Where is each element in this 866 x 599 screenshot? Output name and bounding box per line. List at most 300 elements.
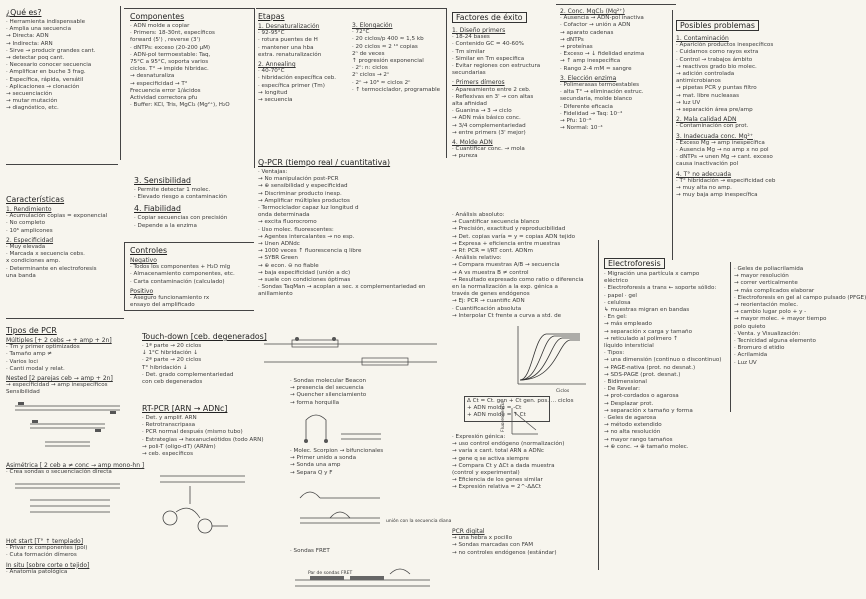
beacon-lines: [290, 385, 440, 407]
note-line: · Necesario conocer secuencia: [6, 62, 92, 69]
especificidad-subtitle: 2. Especificidad: [6, 236, 54, 244]
note-line: · ADN-pol termoestable: Taq,: [130, 51, 211, 58]
note-line: · 92-95°C: [258, 30, 285, 37]
note-line: (control y experimental): [452, 470, 520, 477]
note-line: → Sondas marcadas con FAM: [452, 542, 534, 549]
note-line: → Primer unido a sonda: [290, 455, 357, 462]
note-line: · 2ª parte → 20 ciclos: [142, 357, 202, 364]
agarosa-title: · Geles de agarosa: [604, 415, 657, 422]
note-line: → pipetas PCR y puntas filtro: [676, 85, 757, 92]
note-line: · 2ⁿ: n: ciclos: [352, 65, 388, 72]
note-line: → Precisión, exactitud y reproducibilidad: [452, 226, 566, 233]
note-line: T° hibridación ↓: [142, 364, 188, 371]
note-line: → Ej: PCR → cuantific ADN: [452, 298, 525, 305]
note-line: · Tm similar: [452, 48, 485, 55]
note-line: · Amplia una secuencia: [6, 26, 72, 33]
divider: [254, 8, 255, 168]
note-line: onda determinada: [258, 212, 310, 219]
note-line: · Tecnicidad alguna elemento: [734, 338, 816, 345]
diseno-primers-subtitle: 1. Diseño primers: [452, 27, 506, 34]
note-line: · 1ª parte → 20 ciclos: [142, 343, 202, 349]
note-line: · Sirve → producir grandes cant.: [6, 47, 96, 54]
analisis-rel-lines: [452, 262, 582, 305]
divider: [124, 8, 254, 9]
scorpion-title: · Molec. Scorpion → bifuncionales: [290, 448, 384, 454]
note-line: · Control → trabajos ámbito: [676, 56, 753, 63]
note-line: · Similar en Tm especifica: [452, 55, 525, 62]
qpcr-intro: · Ventajas:: [258, 169, 288, 175]
sensibilidad-section: [134, 176, 254, 230]
note-line: · Cofactor → unión a ADN: [560, 22, 631, 29]
fret-section: [290, 548, 440, 555]
note-line: · Herramienta indispensable: [6, 19, 86, 25]
note-line: → mayor rango tamaños: [604, 436, 673, 443]
note-line: → separación x carga y tamaño: [604, 328, 693, 335]
tipos-pcr-title: Tipos de PCR: [6, 326, 57, 335]
note-line: · Acrilamida: [734, 352, 768, 359]
note-line: eléctrico: [604, 278, 629, 285]
note-line: → Rf: PCR = I/RT cont. ADNm: [452, 248, 533, 255]
mala-calidad-lines: [676, 123, 844, 130]
analisis-abs-title: · Análisis absoluto:: [452, 212, 505, 218]
note-line: · Muy elevada: [6, 244, 46, 251]
note-line: → ⊕ conc. → ⊕ tamaño molec.: [604, 443, 689, 450]
note-line: en la normalización a la exp. génica a: [452, 284, 558, 291]
note-line: → Indirecta: ARN: [6, 40, 53, 47]
rtpcr-cycle-diagram: [150, 468, 260, 548]
hotstart-lines: [6, 545, 138, 559]
amplification-curves: [510, 322, 590, 398]
note-line: → adición controlada: [676, 71, 735, 78]
note-line: · Aparición productos inespecíficos: [676, 42, 774, 49]
divider: [124, 242, 125, 310]
note-line: · Cuta formación dímeros: [6, 552, 77, 559]
note-line: · 72°C: [352, 29, 370, 36]
beacon-title: · Sondas molecular Beacon: [290, 378, 367, 384]
elongacion-lines: [352, 29, 448, 94]
note-line: Sensibilidad: [6, 389, 40, 396]
note-line: ↓ 1°C hibridación ↓: [142, 350, 199, 357]
diseno-primers-lines: [452, 34, 552, 77]
note-line: · Fidelidad → Taq: 10⁻⁴: [560, 110, 623, 117]
note-line: 75°C a 95°C, soporta varios: [130, 59, 209, 66]
enzima-lines: [560, 82, 672, 132]
contaminacion-subtitle: 1. Contaminación: [676, 35, 729, 42]
note-line: · Varios loci: [6, 358, 38, 365]
nested-subtitle: Nested [2 parejas ceb → amp + 2n]: [6, 375, 113, 383]
taqman-line: · Sondas TaqMan → acoplan a sec. x complementariedad en anillamiento: [258, 284, 426, 298]
note-line: · Electroforesis en gel al campo pulsado (PFGE): [734, 294, 866, 301]
note-line: ↳ muestras migran en bandas: [604, 307, 690, 314]
fret-diagram: [290, 560, 440, 594]
axis-ciclos-label: Ciclos: [556, 389, 570, 394]
beacon-section: [290, 378, 440, 407]
note-line: · Ausencia → ADN-pol inactiva: [560, 15, 644, 22]
asimetrica-lines: [6, 469, 138, 476]
note-line: Frecuencia error 1/ácidos: [130, 87, 201, 94]
inadecuada-mg-subtitle: 3. Inadecuada conc. Mg²⁺: [676, 132, 753, 140]
componentes-lines: [130, 23, 250, 109]
note-line: → Pfu: 10⁻⁶: [560, 118, 592, 125]
componentes-title: Componentes: [130, 12, 185, 21]
note-line: · Crea sondas o secuenciación directa: [6, 469, 112, 476]
note-line: · Exceso → ↓ fidelidad enzima: [560, 51, 645, 58]
divider: [124, 242, 254, 243]
note-line: ↑ progresión exponencial: [352, 58, 424, 65]
controles-title: Controles: [130, 246, 168, 255]
note-line: · Uso molec. fluorescentes:: [258, 226, 334, 233]
note-line: → baja especificidad (unión a dc): [258, 269, 351, 276]
note-line: → presencia del secuencia: [290, 385, 364, 392]
note-line: · Ausencia Mg → no amp x no pol: [676, 147, 769, 154]
note-line: → reticulado al polímero ↑: [604, 335, 678, 342]
inadecuada-mg-lines: [676, 140, 844, 169]
note-line: 2ⁿ ciclos → 2ⁿ: [352, 72, 390, 79]
note-line: · Cuantificar conc. → mola: [452, 146, 525, 153]
positivo-subtitle: Positivo: [130, 287, 154, 295]
annealing-subtitle: 2. Annealing: [258, 61, 296, 69]
note-line: → uso control endógeno (normalización): [452, 441, 565, 448]
note-line: → poli-T (oligo-dT) (ARNm): [142, 443, 216, 450]
posibles-problemas-section: [676, 20, 844, 199]
note-line: · Bidimensional: [604, 379, 647, 386]
primers-dimeros-subtitle: · Primers dímeros: [452, 79, 505, 87]
hotstart-section: [6, 536, 138, 576]
divider: [120, 6, 121, 160]
note-line: · En gel:: [604, 314, 627, 321]
note-line: través de genes endógenos: [452, 291, 530, 298]
note-line: · No completo: [6, 220, 46, 227]
temp-lines: [676, 178, 844, 200]
desnat-subtitle: 1. Desnaturalización: [258, 23, 320, 30]
asimetrica-subtitle: Asimétrica [ 2 ceb a ≠ conc → amp mono-hn ]: [6, 462, 145, 469]
note-line: · Privar rx componentes (pol): [6, 545, 88, 552]
note-line: → Separa Q y F: [290, 469, 333, 476]
note-line: → SYBR Green: [258, 255, 298, 262]
note-line: · Buffer: KCl, Tris, MgCl₂ (Mg²⁺), H₂O: [130, 102, 230, 109]
note-line: · Luz UV: [734, 359, 757, 366]
note-line: ensayo del amplificado: [130, 302, 195, 309]
note-line: x condiciones amp.: [6, 258, 61, 265]
note-line: → pureza: [452, 153, 478, 160]
note-line: → una hebra x pocillo: [452, 535, 513, 542]
note-line: → Resultado expresado como ratio o diferencia: [452, 276, 584, 283]
note-line: · Copiar secuencias con precisión: [134, 215, 228, 222]
note-line: → aparato cadenas: [560, 29, 614, 36]
temp-subtitle: 4. T° no adecuada: [676, 170, 732, 178]
note-line: · Específica, rápida, versátil: [6, 76, 84, 83]
nested-pcr-diagram: [10, 398, 130, 458]
note-line: · 20 ciclos ≈ 2 ¹⁰ copias: [352, 43, 418, 50]
note-line: → entre primers (3' mejor): [452, 129, 526, 136]
note-line: → más complicados elaborar: [734, 287, 815, 294]
note-line: → mat. libre nucleasas: [676, 92, 739, 99]
note-line: → ⊕ sensibilidad y especificidad: [258, 183, 348, 190]
note-line: → una dimensión (continuo o discontinuo): [604, 357, 722, 364]
negativo-lines: [130, 264, 250, 286]
note-line: · Tm y primer optimizados: [6, 344, 80, 351]
note-line: → excita fluorocromo: [258, 219, 317, 226]
note-line: secundarias: [452, 70, 486, 77]
contaminacion-lines: [676, 42, 844, 114]
nested-lines: [6, 382, 134, 396]
note-line: Δ Ct = Ct. gen + Ct gen. pos. ... ciclos: [467, 398, 574, 404]
note-line: forward (5') , reverse (3'): [130, 37, 201, 44]
note-line: · Rango 2-4 mM ≈ sangre: [560, 65, 632, 72]
note-line: → mutar mutación: [6, 98, 58, 105]
note-line: · Acumulación copias = exponencial: [6, 213, 108, 220]
rendimiento-subtitle: 1. Rendimiento: [6, 206, 52, 213]
elongacion-subtitle: 3. Elongación: [352, 22, 393, 29]
scorpion-diagram: [290, 478, 450, 538]
note-line: → PAGE-nativa (prot. no desnat.): [604, 364, 696, 371]
note-line: · Aplicaciones → clonación: [6, 83, 80, 90]
note-line: · Marcada x secuencia cebs.: [6, 251, 85, 258]
asimetrica-diagram: [10, 478, 130, 518]
note-line: → longitud: [258, 89, 288, 96]
note-line: → Cuantificar secuencia blanco: [452, 219, 540, 226]
rendimiento-lines: [6, 213, 124, 235]
molde-adn-lines: [452, 146, 552, 160]
note-line: · Migración una partícula x campo: [604, 271, 700, 277]
digital-title: PCR digital: [452, 528, 485, 535]
controles-section: [130, 246, 250, 309]
divider: [556, 4, 676, 5]
note-line: → Agentes intercalantes → no esp.: [258, 233, 355, 240]
note-line: · Permite detectar 1 molec.: [134, 187, 211, 193]
note-line: → diagnóstico, etc.: [6, 105, 59, 112]
note-line: → gene q se activa siempre: [452, 455, 529, 462]
analisis-section: [452, 212, 582, 320]
note-line: → Unen ADNdc: [258, 241, 300, 248]
fret-title: · Sondas FRET: [290, 548, 330, 554]
note-line: alta afinidad: [452, 101, 487, 108]
note-line: · Retrotranscripasa: [142, 422, 196, 429]
electroforesis-section: [604, 258, 734, 451]
digital-lines: [452, 535, 592, 557]
note-line: · Guanina → 3 → ciclo: [452, 108, 512, 115]
que-es-lines: [6, 19, 118, 113]
note-line: · específica primer (Tm): [258, 82, 325, 89]
note-line: · Electroforesis a trans ← soporte sólido:: [604, 285, 717, 292]
note-line: · 40-70°C: [258, 68, 285, 75]
tipos-pcr-section: [6, 326, 134, 397]
factores-title: Factores de éxito: [452, 12, 527, 23]
divider: [730, 262, 731, 412]
note-line: → especificidad → amp inespecíficos: [6, 382, 108, 389]
note-line: → secuencia: [258, 97, 293, 104]
note-line: → detectar poq cant.: [6, 55, 65, 62]
note-line: → separación x tamaño y forma: [604, 407, 693, 414]
analisis-rel-title: · Análisis relativo:: [452, 255, 502, 262]
que-es-section: [6, 8, 118, 113]
note-line: → Det. copias varía = y = copias ADN tejido: [452, 233, 576, 240]
note-line: · alta T° → eliminación estruc.: [560, 89, 644, 96]
fiabilidad-title: 4. Fiabilidad: [134, 204, 181, 214]
divider: [256, 8, 446, 9]
note-line: → mayor molec. + mayor tiempo: [734, 316, 827, 323]
note-line: · PCR normal después (mismo tubo): [142, 429, 243, 436]
note-line: → A vs muestra B ≠ control: [452, 269, 529, 276]
qpcr-section: [258, 158, 448, 299]
note-line: · Primers: 18-30nt, específicos: [130, 30, 215, 37]
note-line: 2ⁿ de veces: [352, 50, 385, 57]
note-line: → reorientación molec.: [734, 302, 799, 309]
note-line: → varía x cant. total ARN a ADNc: [452, 448, 544, 455]
note-line: → ⊕ econ. ⊖ no fiable: [258, 262, 319, 269]
divider: [6, 318, 124, 319]
note-line: · Diferente eficacia: [560, 103, 613, 110]
note-line: → forma horquilla: [290, 399, 340, 406]
note-line: → secuenciación: [6, 91, 53, 98]
annealing-lines: [258, 68, 350, 104]
note-line: ciclos. T° → impide hibridac.: [130, 66, 209, 73]
note-line: · papel · gel: [604, 292, 637, 299]
primers-dimeros-lines: [452, 87, 552, 137]
etapas-title: Etapas: [258, 12, 285, 21]
cuantificacion-lines: [452, 313, 582, 320]
note-line: → Eficiencia de los genes similar: [452, 477, 543, 484]
note-line: → Quencher silenciamiento: [290, 392, 367, 399]
note-line: · Cuidarnos como rayos extra: [676, 49, 759, 56]
negativo-subtitle: Negativo: [130, 257, 157, 264]
note-line: → suele con condiciones óptimas: [258, 277, 351, 284]
note-line: → proteínas: [560, 44, 593, 51]
note-line: · Almacenamiento componentes, etc.: [130, 271, 235, 278]
que-es-title: ¿Qué es?: [6, 8, 42, 17]
electroforesis-lines: [604, 271, 734, 415]
note-line: · ↑ termociclador, programable: [352, 86, 441, 93]
note-line: → ADN más básico conc.: [452, 115, 521, 122]
note-line: → no alta resolución: [604, 429, 661, 436]
note-line: · hibridación específica ceb.: [258, 75, 337, 82]
note-line: · 20 ciclos/p 400 ≈ 1,5 kb: [352, 36, 424, 43]
note-line: · T° hibridación → especificidad ceb: [676, 177, 776, 184]
agarosa-lines: [604, 422, 734, 451]
scorpion-strand-label: unión con la secuencia diana: [386, 519, 452, 524]
note-line: → Expresión relativa = 2^-ΔΔCt: [452, 484, 542, 491]
note-line: · Elevado riesgo a contaminación: [134, 194, 227, 201]
note-line: → muy baja amp inespecífica: [676, 192, 758, 199]
note-line: · Contaminación con prot.: [676, 123, 749, 130]
note-line: → Directa: ADN: [6, 33, 49, 40]
note-line: · ADN molde a copiar: [130, 23, 190, 29]
note-line: + ADN molde = ↑ Ct: [467, 412, 526, 419]
electroforesis-title: Electroforesis: [604, 258, 665, 269]
note-line: causa inactivación pol: [676, 161, 739, 168]
componentes-section: [130, 12, 250, 109]
touchdown-section: [142, 332, 267, 386]
qpcr-title: Q-PCR (tiempo real / cuantitativa): [258, 158, 391, 167]
note-line: · rotura puentes de H: [258, 37, 318, 44]
asimetrica-section: [6, 460, 145, 476]
hotstart-subtitle: Hot start [T° ↑ templado]: [6, 538, 84, 545]
fret-pair-label: Par de sondas FRET: [308, 571, 353, 576]
note-line: antimicrobianos: [676, 78, 721, 85]
note-line: → muy alta no amp.: [676, 185, 732, 192]
molde-adn-subtitle: 4. Molde ADN: [452, 139, 493, 147]
note-line: extra. renaturalización: [258, 51, 322, 58]
note-line: → No manipulación post-PCR: [258, 176, 339, 183]
note-line: · Tamaño amp ≠: [6, 351, 52, 358]
note-line: · Contenido GC = 40-60%: [452, 41, 524, 48]
digital-section: [452, 526, 592, 557]
expresion-title: · Expresión génica:: [452, 434, 506, 440]
taqman-diagram: [262, 336, 442, 372]
geles-poli-section: [734, 266, 866, 367]
note-line: → Sonda una amp: [290, 462, 341, 469]
multiples-lines: [6, 344, 134, 373]
note-line: · Apareamiento entre 2 ceb.: [452, 86, 531, 93]
note-line: → reactivos grado bio molec.: [676, 63, 757, 70]
caracteristicas-section: [6, 195, 124, 280]
note-line: · Canti modal y relat.: [6, 365, 65, 372]
note-line: → luz UV: [676, 99, 701, 106]
note-line: · dNTPs → unen Mg → cant. exceso: [676, 154, 773, 161]
note-line: → separación área pre/amp: [676, 107, 753, 114]
etapas-section: [258, 12, 350, 104]
note-line: · Tipos:: [604, 350, 625, 357]
note-line: · Todos los componentes + H₂O mlg: [130, 264, 231, 271]
note-line: Actividad correctora pfu: [130, 95, 198, 102]
note-line: líquido intersticial: [604, 343, 654, 350]
note-line: → Compara Ct y ΔCt a dada muestra: [452, 462, 555, 469]
conc-mg-section: [560, 6, 672, 132]
note-line: → SDS-PAGE (prot. desnat.): [604, 371, 681, 378]
elongacion-section: [352, 20, 448, 94]
note-line: → dNTPs: [560, 36, 584, 43]
note-line: → ↑ amp inespecífica: [560, 58, 621, 65]
note-line: → más empleado: [604, 321, 652, 328]
note-line: · 10⁶ amplicones: [6, 227, 53, 234]
note-line: con ceb degenerados: [142, 379, 203, 386]
scorpion-lines: [290, 455, 440, 477]
note-line: → Amplificar múltiples productos: [258, 197, 350, 204]
note-line: → Compara muestras A/B → secuencia: [452, 262, 560, 269]
cuantificacion-title: · Cuantificación absoluta: [452, 305, 522, 312]
expresion-section: [452, 434, 592, 492]
note-line: · Determinante en electroforesis: [6, 265, 97, 272]
scorpion-section: [290, 448, 440, 477]
sensibilidad-title: 3. Sensibilidad: [134, 176, 191, 185]
rtpcr-title: RT-PCR [ARN → ADNc]: [142, 404, 228, 413]
touchdown-title: Touch-down [ceb. degenerados]: [142, 332, 267, 341]
conc-mg-lines: [560, 15, 672, 73]
divider: [598, 240, 599, 570]
note-line: · Anatomía patológica: [6, 568, 68, 575]
note-line: → 3/4 complementariedad: [452, 122, 526, 129]
touchdown-lines: [142, 343, 260, 386]
expresion-lines: [452, 441, 592, 491]
positivo-lines: [130, 295, 250, 309]
note-line: polo quieto: [734, 323, 766, 330]
note-line: · Polimerasas termoestables: [560, 82, 640, 89]
note-line: → cambio lugar polo + y -: [734, 309, 807, 316]
note-line: · celulosa: [604, 299, 631, 306]
rtpcr-lines: [142, 415, 262, 458]
posibles-problemas-title: Posibles problemas: [676, 20, 759, 31]
ct-standard-plot: [510, 406, 540, 436]
note-line: → prot-cordados o agarosa: [604, 393, 679, 400]
geles-poli-title: · Geles de poliacrilamida: [734, 266, 804, 272]
note-line: → ceb. específicos: [142, 451, 194, 458]
note-line: · Reflexivas en 3' → con altas: [452, 93, 534, 100]
factores-section: [452, 12, 552, 161]
note-line: → correr verticalmente: [734, 280, 798, 287]
note-line: · Aseguro funcionamiento rx: [130, 295, 210, 302]
enzima-subtitle: 3. Elección enzima: [560, 74, 617, 82]
note-line: · Bromuro d etidio: [734, 345, 785, 352]
